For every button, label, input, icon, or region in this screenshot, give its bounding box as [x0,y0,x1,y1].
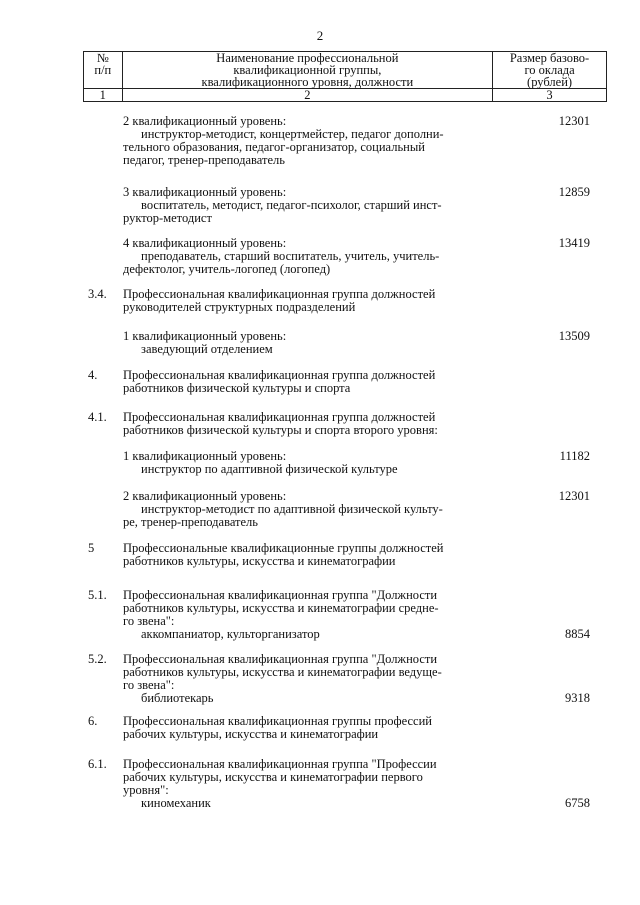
row-description [123,237,483,276]
header-line: (рублей) [527,75,573,89]
salary-value: 12859 [558,185,590,199]
description-line: ре, тренер-преподаватель [123,515,258,529]
description-line: Профессиональная квалификационная группы профессий [123,714,432,728]
description-line: Профессиональная квалификационная группа должностей [123,368,436,382]
salary-value: 13509 [558,329,590,343]
description-line: преподаватель, старший воспитатель, учитель, учитель- [141,249,440,263]
row-number: 6.1. [88,757,107,771]
row-description [123,369,483,395]
description-line: руководителей структурных подразделений [123,300,356,314]
row-description [123,450,483,476]
header-index-row [84,89,607,102]
salary-value: 12301 [558,114,590,128]
header-line: № [96,51,109,65]
header-name-column [122,52,492,89]
description-line: дефектолог, учитель-логопед (логопед) [123,262,331,276]
row-description [123,186,483,225]
row-description [123,758,483,810]
description-line: 1 квалификационный уровень: [123,449,287,463]
description-line: рабочих культуры, искусства и кинематографии [123,727,379,741]
description-line: педагог, тренер-преподаватель [123,153,285,167]
description-line: заведующий отделением [141,342,273,356]
description-line: Профессиональная квалификационная группа должностей [123,287,436,301]
description-line: воспитатель, методист, педагог-психолог, старший инст- [141,198,442,212]
row-description [123,115,483,167]
table-header [83,51,607,102]
description-line: Профессиональная квалификационная группа "Профессии [123,757,437,771]
description-line: 4 квалификационный уровень: [123,236,287,250]
description-line: 2 квалификационный уровень: [123,489,287,503]
header-salary-column [493,52,607,89]
description-line: руктор-методист [123,211,212,225]
description-line: инструктор по адаптивной физической культуре [141,462,398,476]
salary-value: 9318 [565,691,590,705]
row-description [123,288,483,314]
row-description [123,411,483,437]
row-description [123,330,483,356]
description-line: 3 квалификационный уровень: [123,185,287,199]
row-description [123,653,483,705]
header-line: п/п [94,63,112,77]
salary-value: 6758 [565,796,590,810]
header-number-column [84,52,123,89]
description-line: работников физической культуры и спорта [123,381,351,395]
description-line: тельного образования, педагог-организатор, социальный [123,140,425,154]
description-line: инструктор-методист, концертмейстер, педагог дополни- [141,127,444,141]
description-line: библиотекарь [141,691,214,705]
row-number: 6. [88,714,98,728]
row-description [123,715,483,741]
description-line: работников культуры, искусства и кинематографии [123,554,396,568]
row-number: 5.1. [88,588,107,602]
row-description [123,589,483,641]
description-line: Профессиональная квалификационная группа "Должности [123,588,438,602]
description-line: 1 квалификационный уровень: [123,329,287,343]
description-line: 2 квалификационный уровень: [123,114,287,128]
description-line: Профессиональная квалификационная группа "Должности [123,652,438,666]
description-line: Профессиональная квалификационная группа должностей [123,410,436,424]
index-cell: 1 [84,89,123,102]
salary-value: 8854 [565,627,590,641]
header-line: квалификационной группы, [233,63,382,77]
description-line: го звена": [123,678,175,692]
description-line: уровня": [123,783,169,797]
row-description [123,490,483,529]
salary-value: 11182 [559,449,590,463]
index-cell: 2 [122,89,492,102]
page-number: 2 [316,28,324,43]
index-cell: 3 [493,89,607,102]
description-line: аккомпаниатор, культорганизатор [141,627,320,641]
description-line: го звена": [123,614,175,628]
description-line: Профессиональные квалификационные группы должностей [123,541,444,555]
description-line: работников культуры, искусства и кинематографии ведуще- [123,665,442,679]
header-row [84,52,607,89]
salary-value: 12301 [558,489,590,503]
row-number: 3.4. [88,287,107,301]
header-line: Наименование профессиональной [216,51,399,65]
salary-value: 13419 [558,236,590,250]
description-line: работников физической культуры и спорта второго уровня: [123,423,438,437]
row-number: 4. [88,368,98,382]
description-line: работников культуры, искусства и кинематографии средне- [123,601,439,615]
header-line: квалификационного уровня, должности [201,75,414,89]
description-line: рабочих культуры, искусства и кинематографии первого [123,770,423,784]
row-number: 4.1. [88,410,107,424]
row-number: 5 [88,541,95,555]
row-number: 5.2. [88,652,107,666]
row-description [123,542,483,568]
header-line: го оклада [524,63,575,77]
description-line: киномеханик [141,796,211,810]
description-line: инструктор-методист по адаптивной физической культу- [141,502,443,516]
header-line: Размер базово- [509,51,590,65]
